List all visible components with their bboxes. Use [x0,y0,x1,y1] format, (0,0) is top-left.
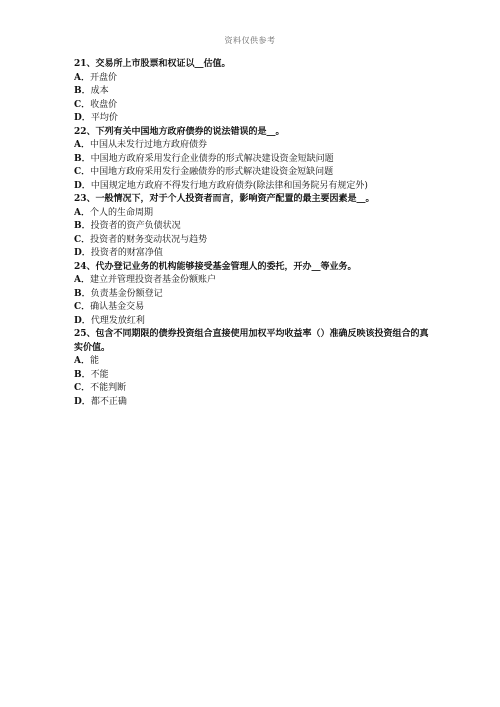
option-text: 中国地方政府采用发行企业债券的形式解决建设资金短缺问题 [90,153,334,164]
option-label: D． [74,396,91,407]
option-text: 投资者的财务变动状况与趋势 [90,234,208,245]
option-c [74,382,434,396]
option-a [74,355,434,369]
option-text: 能 [89,356,99,366]
option-text: 都不正确 [90,396,127,407]
question-stem: 25、包含不同期限的债券投资组合直接使用加权平均收益率（）准确反映该投资组合的真实价值。 [74,329,429,353]
question-24 [74,261,434,329]
option-d [74,247,434,261]
option-label: B． [74,369,91,380]
option-b [74,85,434,99]
option-text: 负责基金份额登记 [90,288,163,299]
option-label: B． [74,153,91,164]
question-23 [74,193,434,261]
option-text: 代理发放红利 [90,315,145,326]
question-stem: 24、代办登记业务的机构能够接受基金管理人的委托，开办__等业务。 [74,261,357,272]
option-d [74,315,434,329]
option-text: 投资者的财富净值 [90,248,163,258]
option-label: C． [74,99,91,110]
option-c [74,99,434,113]
option-label: B． [74,221,91,231]
option-d [74,396,434,410]
option-label: C． [74,234,91,245]
option-text: 不能判断 [90,383,127,393]
question-25 [74,328,434,409]
option-label: C． [74,383,91,393]
question-stem: 22、下列有关中国地方政府债券的说法错误的是__。 [74,126,285,137]
option-label: C． [74,302,91,312]
option-text: 中国从未发行过地方政府债券 [89,140,207,150]
page-header: 资料仅供参考 [224,36,276,45]
option-text: 成本 [90,86,109,96]
option-label: D． [74,180,91,191]
option-text: 不能 [90,369,109,380]
option-label: C． [74,167,91,177]
question-stem: 23、一般情况下，对于个人投资者而言，影响资产配置的最主要因素是__。 [74,194,375,204]
option-text: 个人的生命周期 [89,207,153,218]
option-c [74,234,434,248]
option-d [74,180,434,194]
option-a [74,139,434,153]
option-a [74,72,434,86]
option-c [74,301,434,315]
option-text: 收盘价 [90,99,118,110]
option-b [74,153,434,167]
option-a [74,207,434,221]
option-d [74,112,434,126]
option-label: A． [74,72,90,83]
option-b [74,369,434,383]
option-text: 中国地方政府采用发行金融债券的形式解决建设资金短缺问题 [90,167,334,177]
option-text: 中国规定地方政府不得发行地方政府债券(除法律和国务院另有规定外) [90,180,368,191]
option-text: 确认基金交易 [90,302,145,312]
option-label: B． [74,288,91,299]
option-b [74,288,434,302]
option-label: A． [74,207,90,218]
option-label: D． [74,315,91,326]
option-label: A． [74,275,90,285]
option-a [74,274,434,288]
option-text: 平均价 [90,113,118,123]
question-list [74,58,434,409]
question-stem: 21、交易所上市股票和权证以__估值。 [74,59,231,69]
option-label: B． [74,86,91,96]
question-22 [74,126,434,194]
option-text: 建立并管理投资者基金份额账户 [89,275,216,285]
option-text: 开盘价 [89,72,117,83]
option-label: D． [74,113,91,123]
option-label: D． [74,248,91,258]
option-label: A． [74,140,90,150]
option-text: 投资者的资产负债状况 [90,221,181,231]
option-b [74,220,434,234]
option-label: A． [74,356,90,366]
option-c [74,166,434,180]
question-21 [74,58,434,126]
